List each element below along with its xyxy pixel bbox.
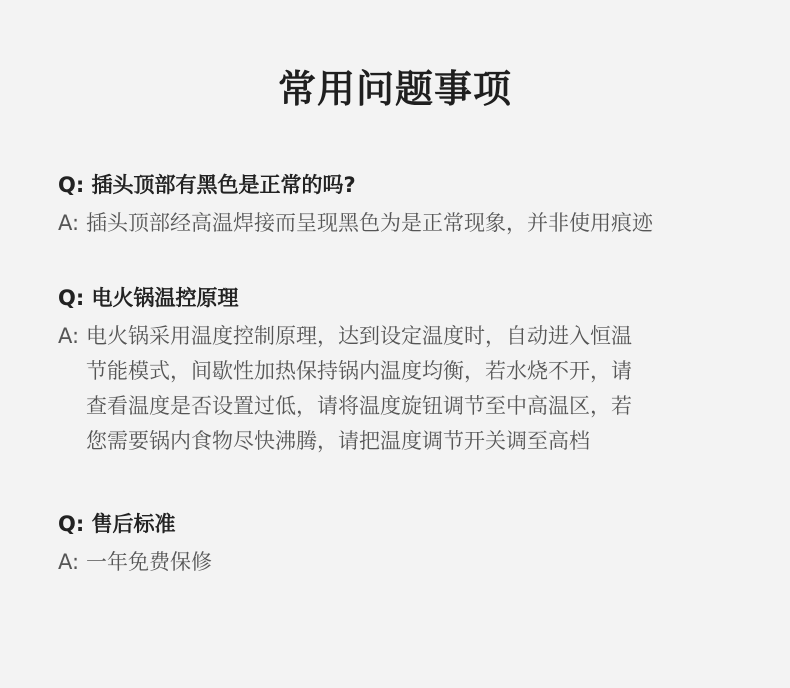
answer-prefix: A: (58, 550, 80, 574)
faq-question: Q: 电火锅温控原理 (58, 286, 239, 310)
faq-item-after-sales (58, 509, 758, 580)
faq-answer-line (58, 545, 758, 580)
answer-prefix: A: (58, 211, 80, 235)
faq-answer (58, 206, 758, 241)
answer-text: 插头顶部经高温焊接而呈现黑色为是正常现象，并非使用痕迹 (86, 211, 653, 235)
page-title: 常用问题事项 (277, 67, 512, 111)
faq-item-plug (58, 170, 758, 241)
answer-text: 一年免费保修 (86, 550, 212, 574)
faq-question: Q: 售后标准 (58, 512, 176, 536)
answer-prefix: A: (58, 324, 80, 348)
faq-answer (58, 319, 758, 459)
faq-answer-line: 查看温度是否设置过低，请将温度旋钮调节至中高温区，若 (86, 394, 632, 418)
faq-answer (58, 545, 758, 580)
answer-text: 电火锅采用温度控制原理，达到设定温度时，自动进入恒温 (86, 324, 632, 348)
faq-answer-line: 您需要锅内食物尽快沸腾，请把温度调节开关调至高档 (86, 429, 590, 453)
faq-question: Q: 插头顶部有黑色是正常的吗? (58, 173, 356, 197)
faq-answer-line (58, 319, 758, 354)
faq-answer-line (58, 206, 758, 241)
faq-item-temperature (58, 283, 758, 459)
faq-answer-line: 节能模式，间歇性加热保持锅内温度均衡，若水烧不开，请 (86, 359, 632, 383)
